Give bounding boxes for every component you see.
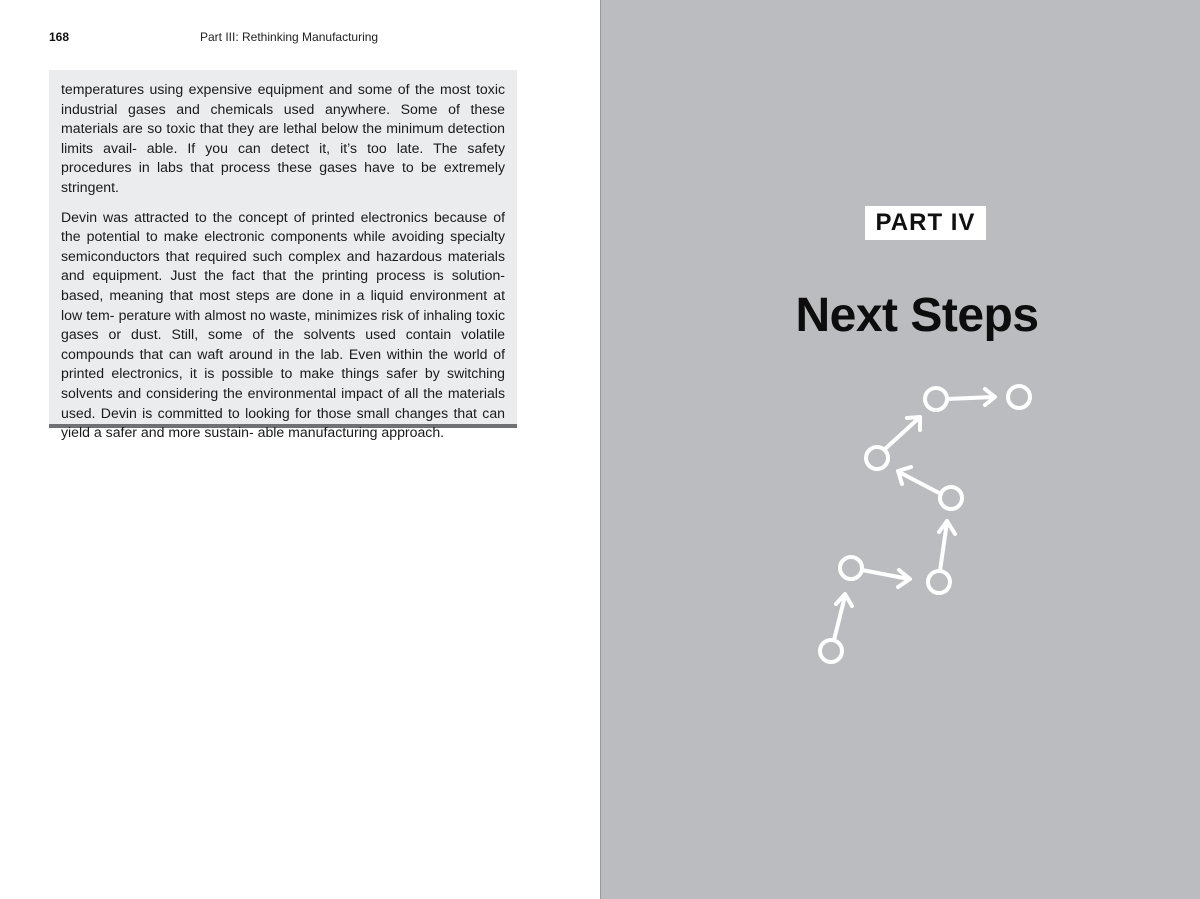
step-node <box>840 557 862 579</box>
step-arrow <box>834 594 852 640</box>
sidebar-paragraph-2: Devin was attracted to the concept of printed electronics because of the potential to make electronic components while avoiding specialty semiconductors that required such complex and hazardous materials and equipment. Just the fact that the printing process is solution-based, meaning that most steps are done in a liquid environment at low tem- perature with almost no waste, minimizes risk of inhaling toxic gases or dust. Still, some of the solvents used contain volatile compounds that can waft around in the lab. Even within the world of printed electronics, it is possible to make things safer by switching solvents and considering the environmental impact of all the materials used. Devin is committed to looking for those small changes that can yield a safer and more sustain- able manufacturing approach. <box>61 208 505 441</box>
step-arrow <box>947 389 995 405</box>
step-arrow <box>939 521 955 571</box>
sidebar-box <box>49 70 517 441</box>
running-head: Part III: Rethinking Manufacturing <box>200 30 379 44</box>
step-arrow <box>862 570 910 587</box>
page-number: 168 <box>49 30 70 44</box>
step-arrow <box>885 417 920 449</box>
step-node <box>940 487 962 509</box>
steps-arrows-icon <box>600 0 1200 899</box>
step-node <box>925 388 947 410</box>
step-node <box>928 571 950 593</box>
sidebar-paragraph-1: temperatures using expensive equipment and some of the most toxic industrial gases and chemicals used anywhere. Some of these materials are so toxic that they are lethal below the minimum detection limits avail- able. If you can detect it, it’s too late. The safety procedures in labs that process these gases have to be extremely stringent. <box>61 81 505 195</box>
step-node <box>820 640 842 662</box>
step-node <box>1008 386 1030 408</box>
step-arrow <box>898 467 941 494</box>
part-label: PART IV <box>865 206 986 240</box>
part-title: Next Steps <box>795 289 1039 342</box>
